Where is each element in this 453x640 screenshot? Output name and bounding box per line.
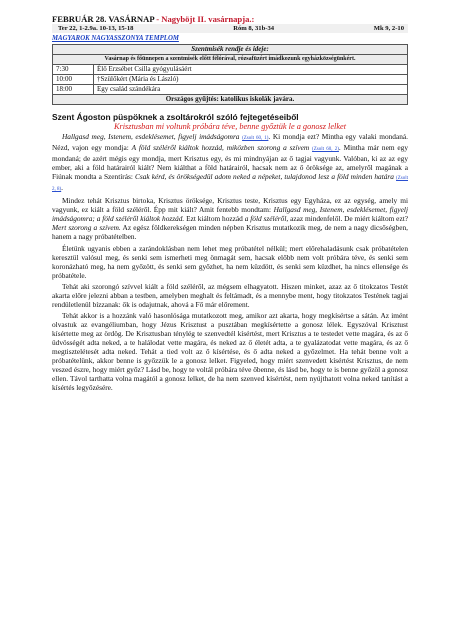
schedule-intention: Egy család szándékára [94,85,408,95]
bulletin-page [52,14,408,392]
paragraph [52,196,408,241]
text: . Mintha már nem egy mondaná; de azért mégis egy mondja, mert Krisztus egy, és mi mindnyájan az ő tagjai vagyunk. Valóban, ki az az egy ember, aki a föld határairól kiált? Nem kiálthat a föld határairól, hacsak nem az ő öröksége az, amelyről magának a Fiúnak mondta a Szentírás: [52,143,408,182]
paragraph: Tehát akkor is a hozzánk való hasonlósága mutatkozott meg, amikor azt akarta, hogy megkísértse a sátán. Az imént olvastuk az evangéliumban, hogy Jézus Krisztust a pusztában megkísértette a gonosz lélek. Egyszóval Krisztust kísértette meg az ördög. De Krisztusban ténylég te szenvedtél kísértést, mert Krisztus a te testedet vette magára, és az ő üdvösségét adta neked, a te halálodat vette magára, és neked az ő életét adta, a te gyalázatodat vette magára, és az ő megtisztelétesét adta neked. Tehát a tied volt az ő kísértése, és ő adta neked a győzelmet. Ha tehát benne volt a próbatételünk, akkor benne is győzzük le a gonosz lelket. Figyeled, hogy miért szenvedett kísértést Krisztus, de nem veszed észre, hogy miért győz? Lásd be, hogy te voltál próbára téve őbenne, és lásd be, hogy te is benne győzöl a gonosz ellen. Távol tarthatta volna magától a gonosz lelket, de ha nem szenved kísértést, nem nyújthatott volna neked tanítást a kísértés legyőzésére. [52,310,408,393]
header [52,14,408,24]
church-name: MAGYAROK NAGYASSZONYA TEMPLOM [52,35,179,42]
text: Az egész földkerekségen minden népben Krisztus mutatkozik meg, de nem a nagy dicsőségben, hanem a nagy próbatételben. [52,223,409,242]
quote: A föld széléről kiáltok hozzád, miközben szorong a szívem [131,143,310,153]
header-subtitle: Nagyböjt II. vasárnapja.: [161,14,255,24]
schedule-time: 7:30 [53,65,94,75]
article-subtitle: Krisztusban mi voltunk próbára téve, benne győztük le a gonosz lelket [113,122,347,131]
text: . Ki mondja ezt? Mintha egy valaki mondaná. Nézd, vajon egy mondja: [52,132,408,153]
reading-mk: Mk 9, 2-10 [373,25,404,32]
schedule-heading: Szentmisék rendje és ideje: [53,45,408,55]
readings-bar [52,24,408,33]
quote: Csak kérd, és örökségedül adom neked a népeket, tulajdonod lesz a föld minden határa [135,172,394,182]
collection-note: Országos gyűjtés: katolikus iskolák javára. [53,95,408,105]
schedule-time: 10:00 [53,75,94,85]
reading-rom: Róm 8, 31b-34 [233,25,275,32]
scripture-ref-link[interactable]: (Zsolt 2, 8) [52,176,408,193]
paragraph [52,132,408,194]
schedule-time: 18:00 [53,85,94,95]
quote: Hallgasd meg, Istenem, esdeklésemet, figyelj imádságomra [62,132,240,141]
mass-schedule-table [52,44,408,105]
schedule-row [53,65,408,75]
text: . [61,183,64,193]
text: Ezt kiáltom hozzád [184,214,245,224]
schedule-row [53,75,408,85]
text: , azaz mindenfelől. De miért kiáltom ezt? [286,214,409,224]
article-body [52,132,408,392]
schedule-note: Vasárnap és főünnepen a szentmisék előtt félórával, rózsafüzért imádkozunk egyházközségünkért. [53,55,408,65]
article-title: Szent Ágoston püspöknek a zsoltárokról szóló fejtegetéseiből [52,112,299,122]
schedule-intention: †Szülőkért (Mária és László) [94,75,408,85]
paragraph: Tehát aki szorongó szívvel kiált a föld széléről, az mégsem elhagyatott. Hiszen minket, azaz az ő titokzatos Testét akarta előre jelezni abban a testben, amelyben meghalt és feltámadt, és a mennybe ment, hogy titokzatos Testének tagjai rendületlenül bízzanak: ők is odajutnak, ahová a Fő már előrement. [52,281,408,309]
reading-ter: Ter 22, 1-2.9a. 10-13, 15-18 [58,25,134,32]
schedule-row [53,85,408,95]
paragraph: Életünk ugyanis ebben a zarándoklásban nem lehet meg próbatétel nélkül; mert előrehaladásunk csak próbatételen keresztül valósul meg, és senki sem ismerheti meg önmagát sem, hacsak előbb nem volt próbára téve, és senki sem koronázható meg, ha nem győzött, és senki sem győzhet, ha nem küzdött, és senki sem küzdhet, ha nincs ellensége és próbatétele. [52,243,408,280]
scripture-ref-link[interactable]: (Zsolt 60, 2) [312,147,339,153]
schedule-intention: Élő Erzsébet Csilla gyógyulásáért [94,65,408,75]
header-date: FEBRUÁR 28. VASÁRNAP [52,14,155,24]
header-separator: - [154,14,162,24]
quote: Hallgasd meg, Istenem, esdeklésemet, figyelj imádságomra; a föld széléről kiáltok hozzád. [52,205,408,224]
quote: a föld széléről [244,214,287,224]
quote: Mert szorong a szívem. [52,223,121,233]
text: Mindez tehát Krisztus birtoka, Krisztus öröksége, Krisztus teste, Krisztus egy Egyháza, ez az egység, amely mi vagyunk, ez kiált a föld széléről. Épp mit kiált? Amit fentebb mondtam: [52,196,408,215]
scripture-ref-link[interactable]: (Zsolt 60, 1) [242,136,269,141]
